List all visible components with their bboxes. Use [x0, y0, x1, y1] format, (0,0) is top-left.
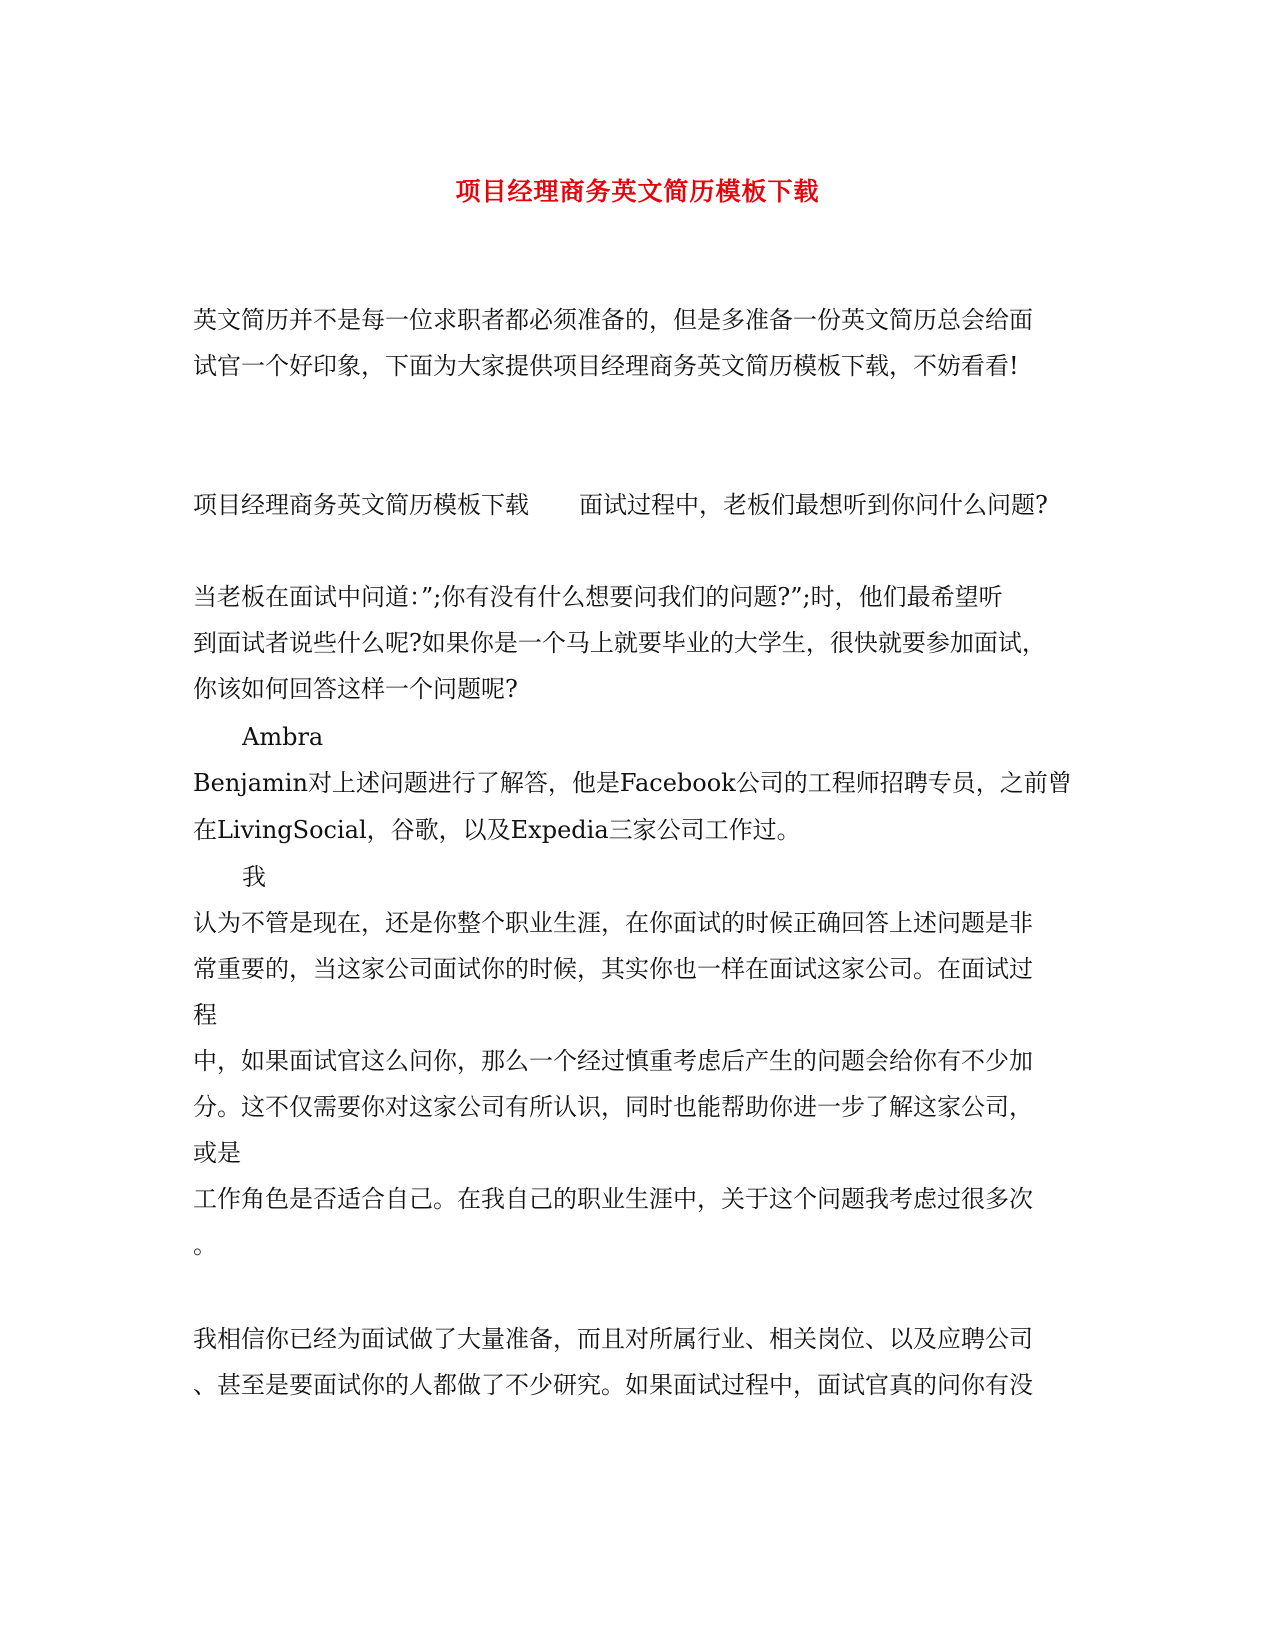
body-line-12: 分。这不仅需要你对这家公司有所认识，同时也能帮助你进一步了解这家公司， [193, 1093, 1033, 1121]
section-heading [193, 490, 1048, 520]
body-line-3: 你该如何回答这样一个问题呢? [193, 675, 518, 703]
body-line-15: 。 [193, 1231, 217, 1259]
body-line-16: 我相信你已经为面试做了大量准备，而且对所属行业、相关岗位、以及应聘公司 [193, 1325, 1033, 1353]
body-line-7: 我 [242, 863, 266, 891]
body-line-8: 认为不管是现在，还是你整个职业生涯，在你面试的时候正确回答上述问题是非 [193, 909, 1033, 937]
section-heading-left: 项目经理商务英文简历模板下载 [193, 491, 529, 519]
document-title: 项目经理商务英文简历模板下载 [455, 177, 820, 206]
body-line-6: 在LivingSocial，谷歌，以及Expedia三家公司工作过。 [193, 816, 801, 844]
body-line-9: 常重要的，当这家公司面试你的时候，其实你也一样在面试这家公司。在面试过 [193, 955, 1033, 983]
body-line-4: Ambra [242, 723, 324, 751]
body-line-1: 当老板在面试中问道：”;你有没有什么想要问我们的问题?”;时，他们最希望听 [193, 583, 1003, 611]
section-heading-right: 面试过程中，老板们最想听到你问什么问题? [579, 491, 1048, 519]
body-line-10: 程 [193, 1001, 217, 1029]
body-line-2: 到面试者说些什么呢?如果你是一个马上就要毕业的大学生，很快就要参加面试， [193, 629, 1046, 657]
body-line-13: 或是 [193, 1139, 241, 1167]
body-line-11: 中，如果面试官这么问你，那么一个经过慎重考虑后产生的问题会给你有不少加 [193, 1047, 1033, 1075]
intro-line-2: 试官一个好印象，下面为大家提供项目经理商务英文简历模板下载，不妨看看! [193, 352, 1019, 380]
body-line-14: 工作角色是否适合自己。在我自己的职业生涯中，关于这个问题我考虑过很多次 [193, 1185, 1033, 1213]
intro-line-1: 英文简历并不是每一位求职者都必须准备的，但是多准备一份英文简历总会给面 [193, 306, 1033, 334]
body-line-17: 、甚至是要面试你的人都做了不少研究。如果面试过程中，面试官真的问你有没 [193, 1371, 1033, 1399]
body-line-5: Benjamin对上述问题进行了解答，他是Facebook公司的工程师招聘专员，之前曾 [193, 769, 1072, 797]
